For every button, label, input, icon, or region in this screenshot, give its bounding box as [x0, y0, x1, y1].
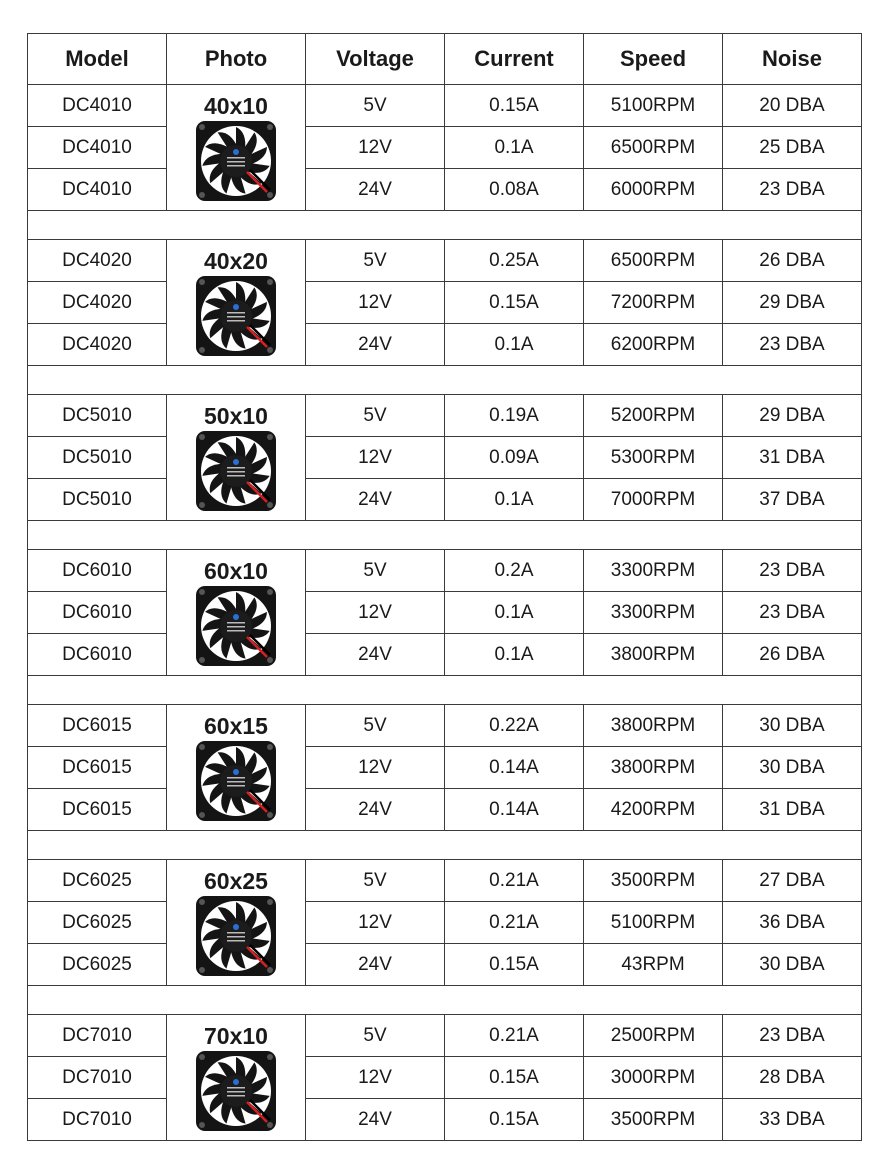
group-separator-row	[28, 211, 862, 240]
table-row	[28, 550, 862, 592]
model-cell: DC6015	[28, 747, 167, 789]
group-separator-row	[28, 521, 862, 550]
voltage-cell: 5V	[306, 395, 445, 437]
current-cell: 0.14A	[445, 747, 584, 789]
fan-photo	[167, 404, 305, 512]
noise-cell: 23 DBA	[723, 169, 862, 211]
cooling-fan-icon	[195, 585, 277, 667]
photo-cell	[167, 85, 306, 211]
voltage-cell: 24V	[306, 944, 445, 986]
model-cell: DC4020	[28, 324, 167, 366]
model-cell: DC7010	[28, 1015, 167, 1057]
voltage-cell: 24V	[306, 479, 445, 521]
current-cell: 0.15A	[445, 282, 584, 324]
fan-size-label: 70x10	[204, 1022, 268, 1049]
noise-cell: 37 DBA	[723, 479, 862, 521]
current-cell: 0.09A	[445, 437, 584, 479]
photo-cell	[167, 240, 306, 366]
photo-cell	[167, 860, 306, 986]
current-cell: 0.1A	[445, 324, 584, 366]
noise-cell: 28 DBA	[723, 1057, 862, 1099]
model-cell: DC4010	[28, 85, 167, 127]
speed-cell: 3800RPM	[584, 705, 723, 747]
header-model: Model	[28, 34, 167, 85]
speed-cell: 6200RPM	[584, 324, 723, 366]
table-row	[28, 437, 862, 479]
header-noise: Noise	[723, 34, 862, 85]
current-cell: 0.15A	[445, 1057, 584, 1099]
photo-cell	[167, 1015, 306, 1141]
current-cell: 0.21A	[445, 860, 584, 902]
cooling-fan-icon	[195, 1050, 277, 1132]
fan-photo	[167, 1024, 305, 1132]
voltage-cell: 24V	[306, 789, 445, 831]
model-cell: DC4010	[28, 169, 167, 211]
model-cell: DC6015	[28, 789, 167, 831]
voltage-cell: 12V	[306, 127, 445, 169]
separator-cell	[28, 676, 862, 705]
speed-cell: 3300RPM	[584, 592, 723, 634]
speed-cell: 3500RPM	[584, 1099, 723, 1141]
table-row	[28, 127, 862, 169]
fan-photo	[167, 94, 305, 202]
noise-cell: 26 DBA	[723, 240, 862, 282]
speed-cell: 7000RPM	[584, 479, 723, 521]
voltage-cell: 12V	[306, 437, 445, 479]
separator-cell	[28, 521, 862, 550]
speed-cell: 3000RPM	[584, 1057, 723, 1099]
noise-cell: 30 DBA	[723, 944, 862, 986]
speed-cell: 2500RPM	[584, 1015, 723, 1057]
speed-cell: 5200RPM	[584, 395, 723, 437]
voltage-cell: 24V	[306, 169, 445, 211]
speed-cell: 6500RPM	[584, 127, 723, 169]
noise-cell: 25 DBA	[723, 127, 862, 169]
current-cell: 0.1A	[445, 127, 584, 169]
noise-cell: 23 DBA	[723, 1015, 862, 1057]
current-cell: 0.22A	[445, 705, 584, 747]
current-cell: 0.2A	[445, 550, 584, 592]
voltage-cell: 24V	[306, 634, 445, 676]
separator-cell	[28, 831, 862, 860]
model-cell: DC6010	[28, 592, 167, 634]
group-separator-row	[28, 831, 862, 860]
voltage-cell: 12V	[306, 747, 445, 789]
noise-cell: 31 DBA	[723, 437, 862, 479]
current-cell: 0.1A	[445, 479, 584, 521]
model-cell: DC6010	[28, 634, 167, 676]
header-current: Current	[445, 34, 584, 85]
cooling-fan-icon	[195, 740, 277, 822]
speed-cell: 4200RPM	[584, 789, 723, 831]
model-cell: DC7010	[28, 1099, 167, 1141]
model-cell: DC6025	[28, 944, 167, 986]
current-cell: 0.21A	[445, 1015, 584, 1057]
voltage-cell: 12V	[306, 282, 445, 324]
fan-photo	[167, 714, 305, 822]
model-cell: DC6015	[28, 705, 167, 747]
fan-photo	[167, 249, 305, 357]
model-cell: DC5010	[28, 479, 167, 521]
speed-cell: 7200RPM	[584, 282, 723, 324]
table-row	[28, 902, 862, 944]
model-cell: DC4020	[28, 282, 167, 324]
voltage-cell: 5V	[306, 550, 445, 592]
header-row	[28, 34, 862, 85]
current-cell: 0.15A	[445, 944, 584, 986]
model-cell: DC6025	[28, 902, 167, 944]
cooling-fan-icon	[195, 120, 277, 202]
photo-cell	[167, 550, 306, 676]
speed-cell: 5100RPM	[584, 85, 723, 127]
cooling-fan-icon	[195, 430, 277, 512]
table-row	[28, 592, 862, 634]
voltage-cell: 12V	[306, 1057, 445, 1099]
speed-cell: 3800RPM	[584, 747, 723, 789]
cooling-fan-icon	[195, 275, 277, 357]
fan-size-label: 50x10	[204, 402, 268, 429]
photo-cell	[167, 705, 306, 831]
noise-cell: 20 DBA	[723, 85, 862, 127]
table-row	[28, 240, 862, 282]
fan-size-label: 40x10	[204, 92, 268, 119]
fan-size-label: 60x15	[204, 712, 268, 739]
current-cell: 0.08A	[445, 169, 584, 211]
noise-cell: 23 DBA	[723, 324, 862, 366]
speed-cell: 5300RPM	[584, 437, 723, 479]
separator-cell	[28, 366, 862, 395]
table-row	[28, 789, 862, 831]
speed-cell: 43RPM	[584, 944, 723, 986]
speed-cell: 3800RPM	[584, 634, 723, 676]
voltage-cell: 5V	[306, 240, 445, 282]
fan-photo	[167, 869, 305, 977]
table-row	[28, 1057, 862, 1099]
table-row	[28, 395, 862, 437]
table-row	[28, 705, 862, 747]
separator-cell	[28, 211, 862, 240]
voltage-cell: 24V	[306, 1099, 445, 1141]
noise-cell: 23 DBA	[723, 592, 862, 634]
header-speed: Speed	[584, 34, 723, 85]
cooling-fan-icon	[195, 895, 277, 977]
current-cell: 0.1A	[445, 592, 584, 634]
fan-spec-table	[27, 33, 862, 1141]
group-separator-row	[28, 366, 862, 395]
group-separator-row	[28, 986, 862, 1015]
model-cell: DC6010	[28, 550, 167, 592]
table-row	[28, 282, 862, 324]
table-row	[28, 324, 862, 366]
fan-size-label: 60x10	[204, 557, 268, 584]
photo-cell	[167, 395, 306, 521]
table-row	[28, 85, 862, 127]
speed-cell: 3500RPM	[584, 860, 723, 902]
noise-cell: 29 DBA	[723, 395, 862, 437]
table-row	[28, 634, 862, 676]
current-cell: 0.25A	[445, 240, 584, 282]
speed-cell: 6500RPM	[584, 240, 723, 282]
noise-cell: 30 DBA	[723, 705, 862, 747]
separator-cell	[28, 986, 862, 1015]
current-cell: 0.14A	[445, 789, 584, 831]
fan-size-label: 40x20	[204, 247, 268, 274]
model-cell: DC4010	[28, 127, 167, 169]
current-cell: 0.21A	[445, 902, 584, 944]
voltage-cell: 5V	[306, 705, 445, 747]
table-row	[28, 944, 862, 986]
voltage-cell: 12V	[306, 902, 445, 944]
table-row	[28, 860, 862, 902]
table-row	[28, 1015, 862, 1057]
noise-cell: 26 DBA	[723, 634, 862, 676]
voltage-cell: 24V	[306, 324, 445, 366]
noise-cell: 23 DBA	[723, 550, 862, 592]
table-row	[28, 747, 862, 789]
noise-cell: 29 DBA	[723, 282, 862, 324]
noise-cell: 27 DBA	[723, 860, 862, 902]
current-cell: 0.1A	[445, 634, 584, 676]
noise-cell: 30 DBA	[723, 747, 862, 789]
model-cell: DC6025	[28, 860, 167, 902]
model-cell: DC7010	[28, 1057, 167, 1099]
table-row	[28, 479, 862, 521]
noise-cell: 31 DBA	[723, 789, 862, 831]
noise-cell: 33 DBA	[723, 1099, 862, 1141]
table-row	[28, 1099, 862, 1141]
current-cell: 0.15A	[445, 1099, 584, 1141]
model-cell: DC5010	[28, 437, 167, 479]
voltage-cell: 5V	[306, 85, 445, 127]
voltage-cell: 5V	[306, 1015, 445, 1057]
current-cell: 0.19A	[445, 395, 584, 437]
fan-photo	[167, 559, 305, 667]
current-cell: 0.15A	[445, 85, 584, 127]
fan-size-label: 60x25	[204, 867, 268, 894]
group-separator-row	[28, 676, 862, 705]
voltage-cell: 12V	[306, 592, 445, 634]
header-photo: Photo	[167, 34, 306, 85]
model-cell: DC5010	[28, 395, 167, 437]
voltage-cell: 5V	[306, 860, 445, 902]
speed-cell: 5100RPM	[584, 902, 723, 944]
noise-cell: 36 DBA	[723, 902, 862, 944]
model-cell: DC4020	[28, 240, 167, 282]
speed-cell: 3300RPM	[584, 550, 723, 592]
speed-cell: 6000RPM	[584, 169, 723, 211]
header-voltage: Voltage	[306, 34, 445, 85]
table-row	[28, 169, 862, 211]
